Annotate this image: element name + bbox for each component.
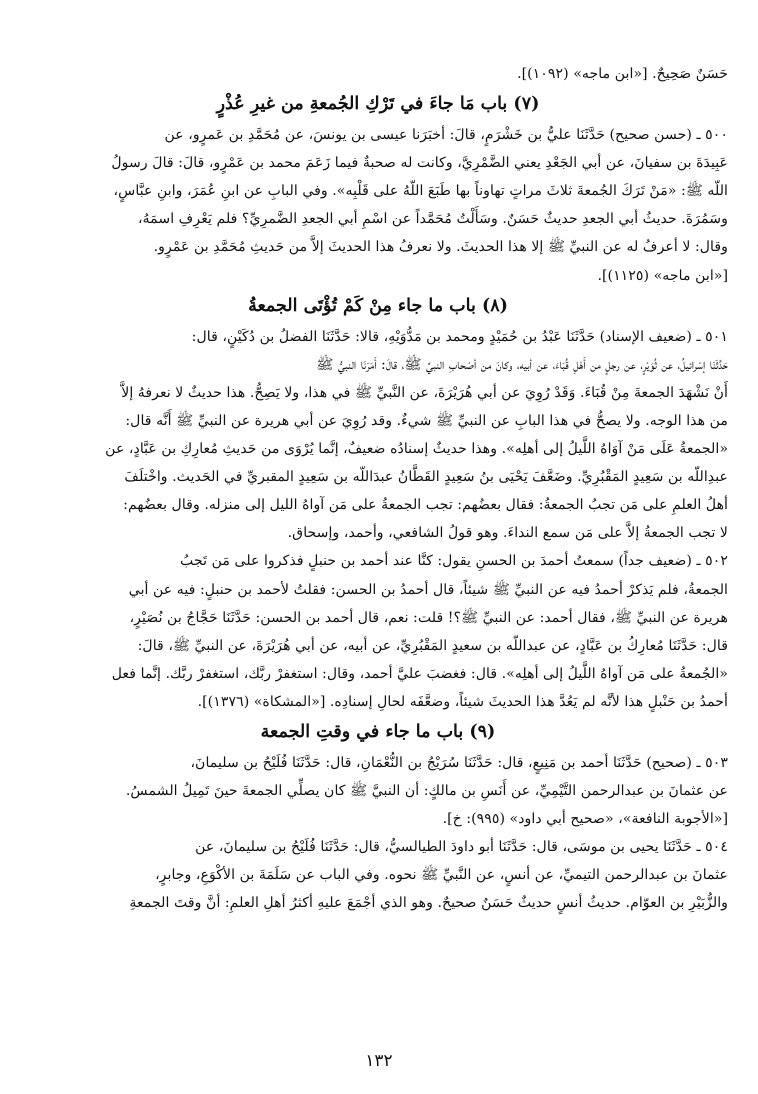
- text-line: قال: حَدَّثَنَا مُعارِكُ بن عَبَّادٍ، عن عبداللّه بن سعيدٍ المَقْبُرِيِّ، عن أبيه، عن أبي هُرَيْرَةَ، عن النبيِّ ﷺ، قالَ:: [137, 637, 728, 654]
- text-line: ٥٠٠ ـ (حسن صحيح) حَدَّثَنَا عليُّ بن خَشْرَمٍ، قالَ: أخبَرَنا عيسى بن يونسَ، عن مُحَمَّدِ بن عَمرٍو، عن: [164, 127, 728, 144]
- text-line: وقال: لا أعرفُ له عن النبيِّ ﷺ إلا هذا الحديثَ. ولا نعرفُ هذا الحديثَ إلاَّ من حَديثِ مُحَمَّدِ بن عَمْرٍو.: [153, 239, 728, 256]
- text-line: الجمعةُ، فلم يَذكرْ أحمدُ فيه عن النبيِّ ﷺ شيئاً، قال أحمدُ بن الحسن: فقلتُ لأحمد بن حنبلٍ: فيه عن أبي: [128, 581, 728, 598]
- text-line: وسَمُرَةَ. حديثُ أبي الجعدِ حديثٌ حَسَنٌ. وسَأَلْتُ مُحَمَّداً عن اسْمِ أبي الجعدِ الضَّمرِيِّ؟ فلم يَعْرِفِ اسمَهُ،: [137, 211, 728, 228]
- page-number: ١٣٢: [365, 1051, 393, 1071]
- text-line: هريرة عن النبيِّ ﷺ، فقال أحمد: عن النبيِّ ﷺ؟! قلت: نعم، قال أحمد بن الحسن: حَدَّثَنَا حَجَّاجُ بن نُصَيْرٍ،: [129, 609, 728, 626]
- text-line: عن عثمانَ بن عبدالرحمن التَّيْمِيِّ، عن أَنَسِ بن مالكٍ: أن النبيَّ ﷺ كان يصلِّي الجمعةَ حينَ تَمِيلُ الشمسُ.: [125, 783, 728, 800]
- hadith-paragraph: [28, 60, 728, 88]
- text-line: عبدِاللّه بن سَعِيدٍ المَقْبُرِيِّ. وضَعَّفَ يَحْيَى بنُ سَعِيدٍ القَطَّانُ عبدَاللّه بن سَعِيدٍ المقبريِّ في الحَديث. واخْتلَفَ: [124, 469, 728, 486]
- text-line: [«الأجوبة النافعة»، «صحيح أبي داود» (٩٩٥): خ].: [442, 811, 728, 828]
- text-line: حَسَنٌ صَحِيحٌ. [«ابن ماجه» (١٠٩٢)].: [517, 66, 728, 82]
- hadith-paragraph: [28, 547, 728, 716]
- chapter-heading: (٩) باب ما جاء في وقتِ الجمعة: [260, 721, 496, 742]
- text-line: ٥٠٢ ـ (ضعيف جداً) سمعتُ أحمدَ بن الحسنِ يقول: كنَّا عند أحمد بن حنبلٍ فذكروا على مَن تَجبُ: [180, 553, 728, 570]
- text-line: [«ابن ماجه» (١١٢٥)].: [597, 267, 728, 284]
- text-line: عثمانَ بن عبدالرحمن التيميِّ، عن أنسٍ، عن النَّبيِّ ﷺ نحوه. وفي الباب عن سَلَمَةَ بن الأكْوَعِ، وجابرٍ،: [155, 867, 728, 884]
- text-line: ٥٠١ ـ (ضعيف الإسناد) حَدَّثَنَا عَبْدُ بن حُمَيْدٍ ومحمد بن مَدُّوَيْهِ، قالا: حَدَّثَنَا الفضلُ بن دُكَيْنٍ، قال:: [191, 328, 728, 345]
- text-line: عَبِيدَةَ بن سفيانَ، عن أبي الجَعْدِ يعني الضَّمْرِيَّ، وكانت له صحبةٌ فيما زَعَمَ محمد بن عَمْرٍو، قالَ: قالَ رسولُ: [111, 155, 728, 172]
- text-line: «الجمعةُ عَلَى مَنْ آوَاهُ اللَّيلُ إلى أهلِه». وهذا حديثٌ إسنادُه ضعيفٌ، إنَّما يُرْوَى من حَديثِ مُعارِكِ بن عَبَّادٍ، عن: [105, 441, 728, 458]
- chapter-heading: (٨) باب ما جاء مِنْ كَمْ تُؤْتَى الجمعةُ: [248, 295, 508, 316]
- text-line: أَنْ نَشْهَدَ الجمعةَ مِنْ قُبَاءَ. وَقَدْ رُوِيَ عن أبي هُرَيْرَةَ، عن النَّبيِّ ﷺ في هذا، ولا يَصِحُّ. هذا حديثٌ لا نعرفهُ إلاَّ: [121, 384, 728, 401]
- hadith-paragraph: [28, 323, 728, 548]
- chapter-heading: (٧) باب مَا جاءَ في تَرْكِ الجُمعةِ من غيرِ عُذْرٍ: [216, 94, 540, 115]
- text-line: ٥٠٤ ـ حَدَّثَنَا يحيى بن موسَى، قال: حَدَّثَنَا أبو داودَ الطيالسيُّ، قال: حَدَّثَنَا فُلَيْحُ بن سليمانَ، عن: [195, 839, 728, 856]
- hadith-paragraph: [28, 833, 728, 917]
- text-line: من هذا الوجه. ولا يصحُّ في هذا البابِ عن النبيِّ ﷺ شيءٌ. وقد رُوِيَ عن أبي هريرة عن النبيِّ ﷺ أَنَّه قال:: [125, 412, 728, 429]
- hadith-paragraph: [28, 749, 728, 833]
- text-line: والزُّبَيْرِ بن العوّام. حديثُ أنسٍ حديثٌ حَسَنٌ صحيحٌ. وهو الذي أجْمَعَ عليهِ أكثرُ أهلِ العلمِ: أنَّ وقتَ الجمعةِ: [129, 895, 728, 912]
- text-line: ٥٠٣ ـ (صحيح) حَدَّثَنَا أحمد بن مَنِيعٍ، قال: حَدَّثَنَا سُرَيْجُ بن النُّعْمَانِ، قال: حَدَّثَنَا فُلَيْحُ بن سليمانَ،: [190, 754, 728, 771]
- text-line: اللّه ﷺ: «مَنْ تَرَكَ الجُمعةَ ثلاثَ مراتٍ تهاوناً بها طَبَعَ اللّهُ على قَلْبِه». وفي البابِ عن ابنِ عُمَرَ، وابنِ عبَّاسٍ،: [113, 183, 728, 200]
- text-line: لا تجب الجمعةُ إلاَّ على مَن سمع النداءَ. وهو قولُ الشافعي، وأحمد، وإسحاق.: [287, 525, 728, 542]
- text-line: أحمدُ بن حَنْبلٍ هذا لأنَّه لم يَعُدَّ هذا الحديثَ شيئاً، وضعَّفَه لحالِ إسنادِه. [«المشكاة» (١٣٧٦)].: [197, 693, 728, 710]
- text-line: «الجُمعةُ على مَن آواهُ اللَّيلُ إلى أهلِه». قال: فغضبَ عليَّ أحمد، وقال: استغفرْ ربَّك، استغفرْ ربَّك. إنَّما فعل: [111, 665, 728, 682]
- hadith-paragraph: [28, 121, 728, 290]
- text-line: حَدَّثَنَا إسْرائيلُ، عن ثُوَيْرٍ، عن رجلٍ من أَهْلِ قُبَاءَ، عن أبيه، وكانَ من أصْحابِ النبيِّ ﷺ، قالَ: أَمَرَنَا النبيُّ ﷺ: [316, 356, 728, 373]
- text-line: أهلُ العلمِ على مَن تجبُ الجمعةُ: فقال بعضُهم: تجب الجمعةُ على مَن آواهُ الليل إلى منزله. وقال بعضُهم:: [123, 497, 728, 514]
